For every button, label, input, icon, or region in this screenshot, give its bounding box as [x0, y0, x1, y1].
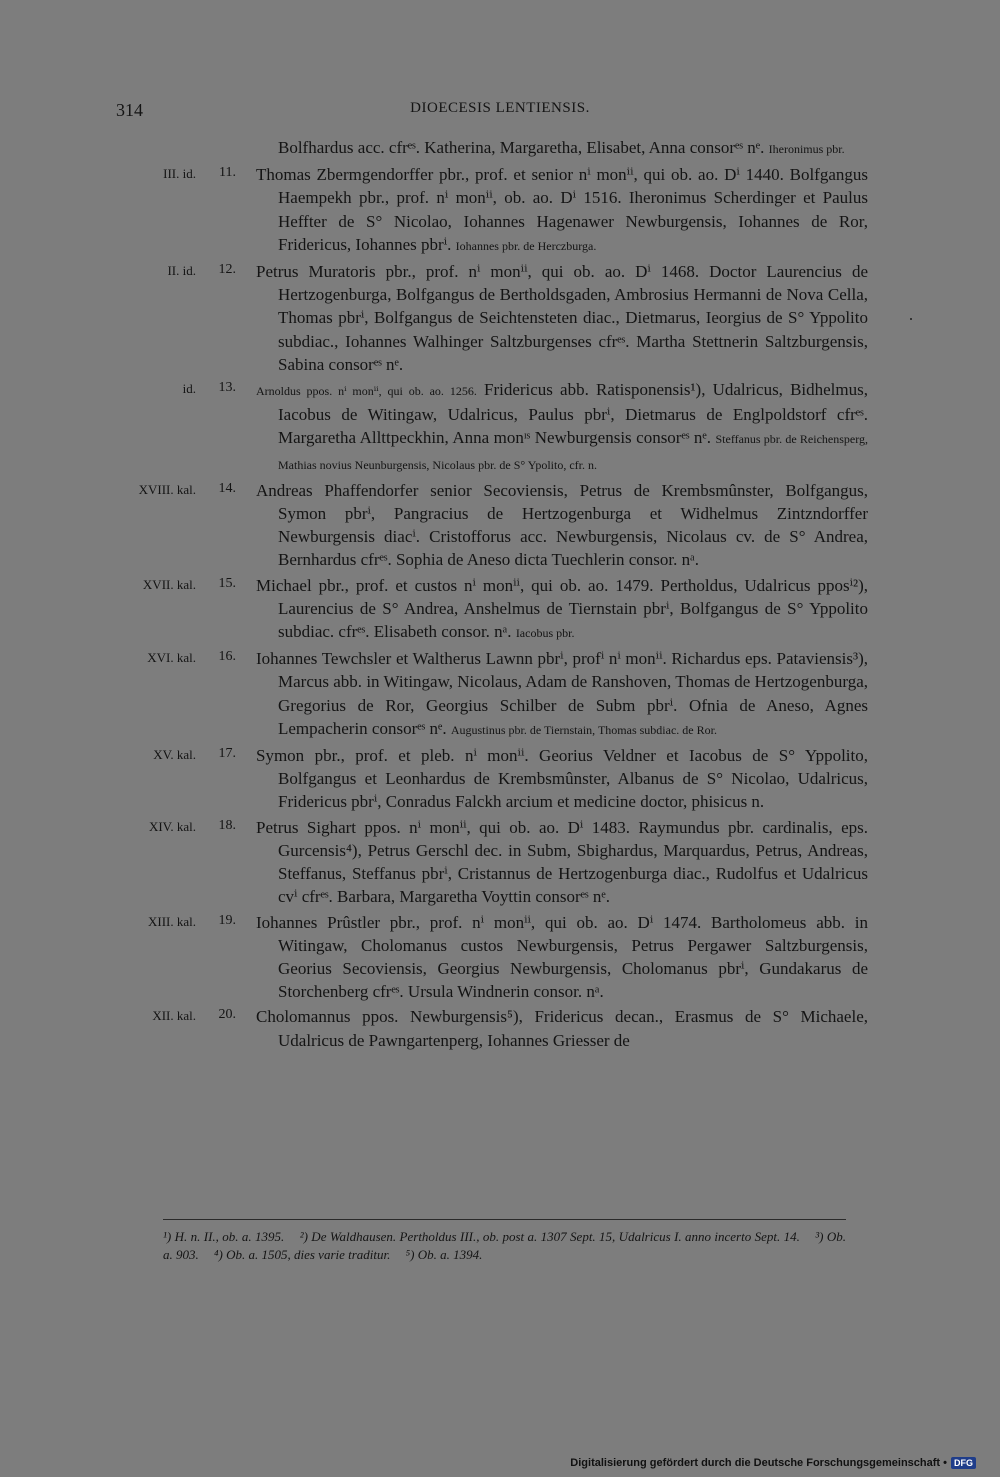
footnote-4: ⁴) Ob. a. 1505, dies varie traditur. [214, 1247, 391, 1262]
entry-text: Iohannes Prûstler pbr., prof. nⁱ monⁱⁱ, qui ob. ao. Dⁱ 1474. Bartholomeus abb. in Witingaw, Cholomanus custos Newburgensis, Petrus Pergawer Saltzburgensis, Georius Secoviensis, Georgius Newburgensis, Cholomanus pbrⁱ, Gundakarus de Storchenberg cfrᵉˢ. Ursula Windnerin consor. nᵃ. [256, 912, 868, 1002]
entry-date: II. id. [167, 263, 196, 279]
footnote-3: ³) Ob. a. 903. [163, 1229, 847, 1262]
entry-16 [0, 647, 1000, 742]
entry-number: 20. [218, 1007, 236, 1023]
entry-date: III. id. [163, 166, 196, 182]
entry-date: XVI. kal. [147, 650, 196, 666]
entry-date: id. [182, 381, 196, 397]
entry-number: 15. [218, 575, 236, 591]
entry-number: 18. [218, 817, 236, 833]
entry-12 [0, 260, 1000, 376]
dfg-logo: DFG [951, 1457, 976, 1469]
footnote-2: ²) De Waldhausen. Pertholdus III., ob. post a. 1307 Sept. 15, Udalricus I. anno incerto Sept. 14. [299, 1229, 800, 1244]
entry-number: 11. [219, 165, 236, 181]
entry-15 [0, 574, 1000, 646]
entry-text: Cholomannus ppos. Newburgensis⁵), Fridericus decan., Erasmus de S° Michaele, Udalricus de Pawngartenperg, Iohannes Griesser de [256, 1007, 868, 1050]
continuation-text: Bolfhardus acc. cfrᵉˢ. Katherina, Margaretha, Elisabet, Anna consorᵉˢ nᵉ. [278, 138, 765, 157]
entry-text: Fridericus abb. Ratisponensis¹), Udalricus, Bidhelmus, Iacobus de Witingaw, Udalricus, Paulus pbrⁱ, Dietmarus de Englpoldstorf cfrᵉˢ. Margaretha Allttpeckhin, Anna monᶦˢ Newburgensis consorᵉˢ nᵉ. [278, 380, 868, 448]
continuation-note: Iheronimus pbr. [768, 142, 845, 156]
necrology-entries [0, 136, 1000, 1054]
entry-20 [0, 1005, 1000, 1051]
footnotes [163, 1228, 846, 1264]
entry-text: Andreas Phaffendorfer senior Secoviensis, Petrus de Krembsmûnster, Bolfgangus, Symon pbrⁱ, Pangracius de Hertzogenburga et Widhelmus Zintzndorffer Newburgensis diacⁱ. Cristofforus acc. Newburgensis, Nicolaus cv. de S° Andrea, Bernhardus cfrᵉˢ. Sophia de Aneso dicta Tuechlerin consor. nᵃ. [256, 480, 868, 570]
entry-17 [0, 744, 1000, 814]
running-title: DIOECESIS LENTIENSIS. [410, 100, 590, 116]
digitization-credit [570, 1457, 976, 1469]
entry-date: XV. kal. [153, 747, 196, 763]
entry-number: 16. [218, 649, 236, 665]
entry-note: Iacobus pbr. [515, 626, 575, 641]
entry-text: Symon pbr., prof. et pleb. nⁱ monⁱⁱ. Georius Veldner et Iacobus de S° Yppolito, Bolfgangus et Leonhardus de Krembsmûnster, Albanus de S° Nicolao, Udalricus, Fridericus pbrⁱ, Conradus Falckh arcium et medicine doctor, phisicus n. [256, 746, 868, 812]
entry-19 [0, 911, 1000, 1004]
entry-note: Iohannes pbr. de Herczburga. [455, 238, 597, 253]
entry-date: XII. kal. [152, 1008, 196, 1024]
entry-number: 14. [218, 480, 236, 496]
margin-mark [910, 318, 912, 320]
credit-text: Digitalisierung gefördert durch die Deutsche Forschungsgemeinschaft • [570, 1457, 947, 1469]
entry-note: Augustinus pbr. de Tiernstain, Thomas subdiac. de Ror. [450, 722, 717, 737]
entry-note: Steffanus pbr. de Reichensperg, Mathias novius Neunburgensis, Nicolaus pbr. de S° Ypolito, cfr. n. [278, 432, 868, 472]
entry-date: XVII. kal. [142, 576, 196, 592]
entry-text: Michael pbr., prof. et custos nⁱ monⁱⁱ, qui ob. ao. 1479. Pertholdus, Udalricus pposⁱ²), Laurencius de S° Andrea, Anshelmus de Tiernstain pbrⁱ, Bolfgangus de S° Yppolito subdiac. cfrᵉˢ. Elisabeth consor. nᵃ. [256, 575, 868, 642]
page-number: 314 [116, 100, 143, 120]
entry-date: XVIII. kal. [138, 481, 196, 497]
entry-date: XIV. kal. [148, 818, 196, 834]
entry-11 [0, 163, 1000, 258]
footnote-5: ⁵) Ob. a. 1394. [405, 1247, 483, 1262]
continuation-entry [0, 136, 1000, 161]
entry-13 [0, 378, 1000, 477]
entry-number: 13. [218, 380, 236, 396]
entry-text: Iohannes Tewchsler et Waltherus Lawnn pbrⁱ, profⁱ nⁱ monⁱⁱ. Richardus eps. Pataviensis³), Marcus abb. in Witingaw, Nicolaus, Adam de Ranshoven, Thomas de Hertzogenburga, Gregorius de Ror, Georgius Schilber de Subm pbrⁱ. Ofnia de Aneso, Agnes Lempacherin consorᵉˢ nᵉ. [256, 649, 868, 738]
entry-text: Petrus Muratoris pbr., prof. nⁱ monⁱⁱ, qui ob. ao. Dⁱ 1468. Doctor Laurencius de Hertzogenburga, Bolfgangus de Bertholdsgaden, Ambrosius Hermanni de Nova Cella, Thomas pbrⁱ, Bolfgangus de Seichtensteten diac., Dietmarus, Ieorgius de S° Yppolito subdiac., Iohannes Walhinger Saltzburgenses cfrᵉˢ. Martha Stettnerin Saltzburgensis, Sabina consorᵉˢ nᵉ. [256, 262, 868, 374]
entry-small-text: Arnoldus ppos. nⁱ monⁱⁱ, qui ob. ao. 1256. [256, 384, 477, 399]
entry-date: XIII. kal. [147, 913, 196, 929]
footnote-1: ¹) H. n. II., ob. a. 1395. [163, 1229, 285, 1244]
entry-14 [0, 479, 1000, 572]
entry-number: 17. [218, 746, 236, 762]
entry-18 [0, 816, 1000, 909]
entry-number: 12. [218, 262, 236, 278]
footnote-rule [163, 1219, 846, 1220]
entry-number: 19. [218, 912, 236, 928]
entry-text: Petrus Sighart ppos. nⁱ monⁱⁱ, qui ob. ao. Dⁱ 1483. Raymundus pbr. cardinalis, eps. Gurcensis⁴), Petrus Gerschl dec. in Subm, Sbighardus, Marquardus, Petrus, Andreas, Steffanus, Steffanus pbrⁱ, Cristannus de Hertzogenburga diac., Rudolfus et Udalricus cvⁱ cfrᵉˢ. Barbara, Margaretha Voyttin consorᵉˢ nᵉ. [256, 817, 868, 907]
entry-text: Thomas Zbermgendorffer pbr., prof. et senior nⁱ monⁱⁱ, qui ob. ao. Dⁱ 1440. Bolfgangus Haempekh pbr., prof. nⁱ monⁱⁱ, ob. ao. Dⁱ 1516. Iheronimus Scherdinger et Paulus Heffter de S° Nicolao, Iohannes Hagenawer Newburgensis, Iohannes de Ror, Fridericus, Iohannes pbrⁱ. [256, 165, 868, 254]
